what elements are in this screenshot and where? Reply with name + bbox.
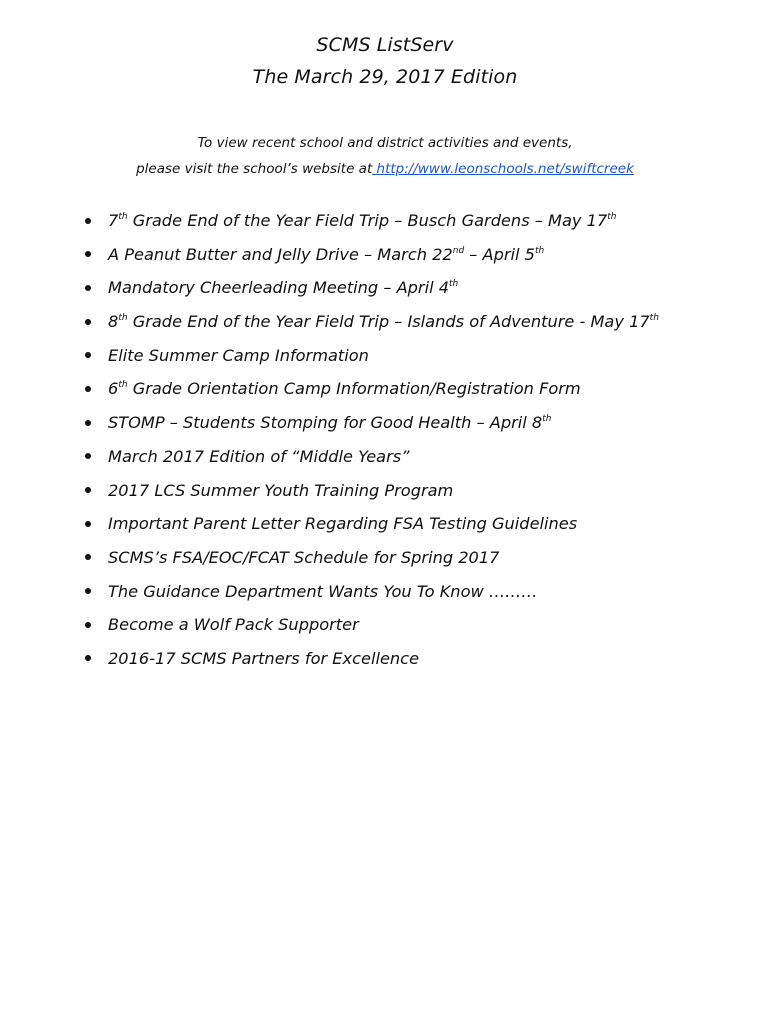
list-item[interactable] bbox=[0, 339, 770, 373]
list-item[interactable] bbox=[0, 238, 770, 272]
bullet-icon bbox=[85, 386, 91, 392]
list-item-text: 2017 LCS Summer Youth Training Program bbox=[108, 480, 454, 500]
bullet-icon bbox=[85, 487, 91, 493]
bullet-icon bbox=[85, 319, 91, 325]
bullet-icon bbox=[85, 588, 91, 594]
school-website-link[interactable]: http://www.leonschools.net/swiftcreek bbox=[372, 161, 634, 177]
bullet-icon bbox=[85, 420, 91, 426]
intro-line-2 bbox=[0, 156, 770, 182]
list-item[interactable] bbox=[0, 406, 770, 440]
bullet-icon bbox=[85, 251, 91, 257]
list-item[interactable] bbox=[0, 575, 770, 609]
bullet-icon bbox=[85, 554, 91, 560]
list-item[interactable] bbox=[0, 507, 770, 541]
list-item-text: SCMS’s FSA/EOC/FCAT Schedule for Spring 2017 bbox=[108, 547, 500, 567]
list-item-text: 7th Grade End of the Year Field Trip – Busch Gardens – May 17th bbox=[108, 211, 617, 230]
list-item-text: March 2017 Edition of “Middle Years” bbox=[108, 446, 410, 466]
bullet-icon bbox=[85, 453, 91, 459]
list-item[interactable] bbox=[0, 372, 770, 406]
edition-subtitle: The March 29, 2017 Edition bbox=[252, 66, 518, 88]
list-item-text: Elite Summer Camp Information bbox=[108, 345, 369, 365]
list-item-text: 8th Grade End of the Year Field Trip – Islands of Adventure - May 17th bbox=[108, 312, 659, 332]
list-item[interactable] bbox=[0, 474, 770, 508]
list-item-text: A Peanut Butter and Jelly Drive – March 22nd – April 5th bbox=[108, 244, 545, 264]
list-item-text: 2016-17 SCMS Partners for Excellence bbox=[108, 648, 420, 668]
list-item[interactable] bbox=[0, 271, 770, 305]
bullet-icon bbox=[85, 521, 91, 527]
list-item[interactable] bbox=[0, 608, 770, 642]
bullet-icon bbox=[85, 352, 91, 358]
announcement-list bbox=[0, 204, 770, 676]
bullet-icon bbox=[85, 218, 91, 224]
list-item-text: Important Parent Letter Regarding FSA Testing Guidelines bbox=[108, 514, 578, 534]
bullet-icon bbox=[85, 622, 91, 628]
intro-line-1: To view recent school and district activities and events, bbox=[197, 135, 573, 151]
list-item-text: Mandatory Cheerleading Meeting – April 4th bbox=[108, 278, 459, 298]
intro-line-2-text: please visit the school’s website at bbox=[136, 161, 373, 177]
bullet-icon bbox=[85, 285, 91, 291]
list-item[interactable] bbox=[0, 305, 770, 339]
list-item[interactable] bbox=[0, 642, 770, 676]
list-item-text: Become a Wolf Pack Supporter bbox=[108, 615, 359, 635]
list-item[interactable] bbox=[0, 440, 770, 474]
bullet-icon bbox=[85, 655, 91, 661]
list-item[interactable] bbox=[0, 204, 770, 238]
page-title: SCMS ListServ bbox=[316, 34, 454, 56]
list-item[interactable] bbox=[0, 541, 770, 575]
list-item-text: 6th Grade Orientation Camp Information/Registration Form bbox=[108, 379, 581, 399]
list-item-text: The Guidance Department Wants You To Know ……… bbox=[108, 581, 538, 601]
list-item-text: STOMP – Students Stomping for Good Health – April 8th bbox=[108, 413, 552, 433]
